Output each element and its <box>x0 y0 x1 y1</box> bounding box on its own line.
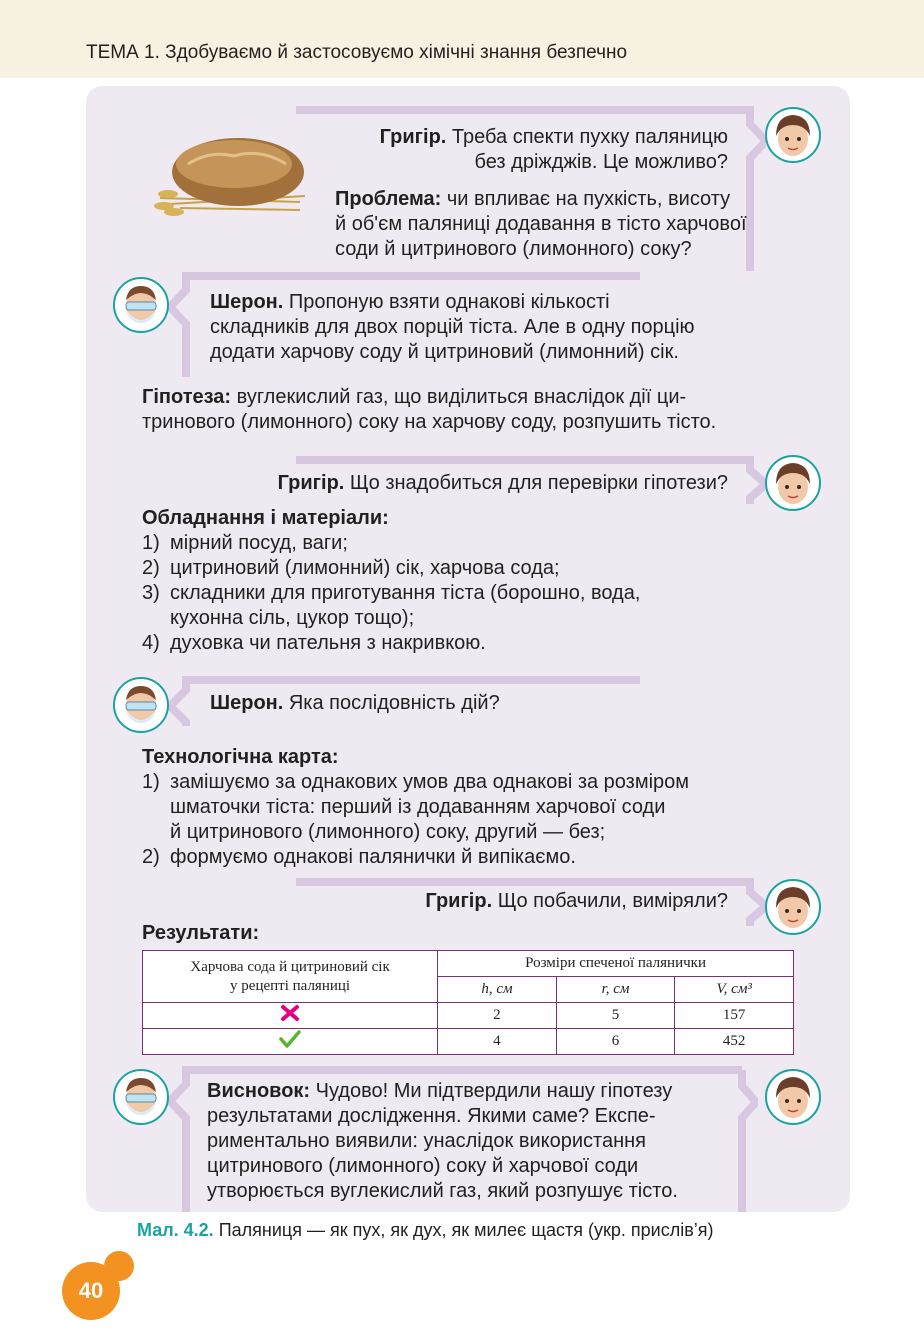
speaker-name: Григір. <box>379 126 447 148</box>
speaker-name: Шерон. <box>210 692 284 714</box>
list-number: 2) <box>142 557 160 579</box>
list-number: 4) <box>142 632 160 654</box>
hypothesis-line: тринового (лимонного) соку на харчову соду, розпушить тісто. <box>142 411 717 433</box>
speech-line: Яка послідовність дій? <box>288 692 500 714</box>
list-item-line: складники для приготування тіста (борошно, вода, <box>170 582 641 604</box>
speech-line: без дріжджів. Це можливо? <box>474 151 728 173</box>
table-header-row <box>143 951 794 977</box>
grygir-avatar <box>764 106 822 164</box>
list-item <box>142 845 689 870</box>
speech-line: Що побачили, виміряли? <box>497 890 728 912</box>
table-header-sizes: Розміри спеченої палянички <box>438 951 794 977</box>
sharon-avatar <box>112 276 170 334</box>
speech-line: складників для двох порцій тіста. Але в одну порцію <box>210 316 695 338</box>
caption-label: Мал. 4.2. <box>137 1220 214 1240</box>
sharon-avatar <box>112 676 170 734</box>
list-number: 1) <box>142 771 160 793</box>
results-table <box>142 950 794 1055</box>
list-item-line: формуємо однакові палянички й випікаємо. <box>170 846 576 868</box>
caption-text: Паляниця — як пух, як дух, як милеє щастя (укр. прислів’я) <box>218 1220 714 1240</box>
mark-cell <box>143 1003 438 1029</box>
page-number: 40 <box>62 1262 120 1320</box>
grygir-speech-1 <box>330 125 728 175</box>
problem-line: чи впливає на пухкість, висоту <box>446 188 731 210</box>
table-header-r: r, см <box>556 977 675 1003</box>
page-header <box>0 0 924 78</box>
conclusion-line: результатами дослідження. Якими саме? Експе- <box>207 1105 656 1127</box>
table-header-recipe <box>143 951 438 1003</box>
list-number: 2) <box>142 846 160 868</box>
header-line: у рецепті паляниці <box>230 977 351 994</box>
list-item-line: духовка чи пательня з накривкою. <box>170 632 486 654</box>
speech-line: Пропоную взяти однакові кількості <box>288 291 610 313</box>
speech-line: Треба спекти пухку паляницю <box>451 126 728 148</box>
list-number: 3) <box>142 582 160 604</box>
value-v: 452 <box>675 1029 794 1055</box>
results-title: Результати: <box>142 922 260 944</box>
sharon-avatar <box>112 1068 170 1126</box>
list-item <box>142 631 640 656</box>
conclusion-label: Висновок: <box>207 1080 311 1102</box>
list-item <box>142 581 640 631</box>
conclusion <box>207 1079 678 1204</box>
equipment-list <box>142 531 640 656</box>
list-item <box>142 531 640 556</box>
list-item-line: шматочки тіста: перший із додаванням харчової соди <box>170 796 666 818</box>
grygir-avatar <box>764 1068 822 1126</box>
list-item <box>142 770 689 845</box>
speech-line: додати харчову соду й цитриновий (лимонний) сік. <box>210 341 679 363</box>
list-number: 1) <box>142 532 160 554</box>
hypothesis-label: Гіпотеза: <box>142 386 232 408</box>
mark-cell <box>143 1029 438 1055</box>
value-h: 4 <box>438 1029 557 1055</box>
table-row <box>143 1029 794 1055</box>
value-h: 2 <box>438 1003 557 1029</box>
problem-label: Проблема: <box>335 188 442 210</box>
speaker-name: Григір. <box>277 472 345 494</box>
equipment-title: Обладнання і матеріали: <box>142 507 389 529</box>
speaker-name: Шерон. <box>210 291 284 313</box>
sharon-speech-1 <box>210 290 695 365</box>
table-row <box>143 1003 794 1029</box>
figure-caption <box>137 1220 714 1241</box>
list-item-line: й цитринового (лимонного) соку, другий — без; <box>170 821 606 843</box>
bread-illustration <box>150 120 310 220</box>
list-item-line: замішуємо за однакових умов два однакові за розміром <box>170 771 690 793</box>
value-r: 5 <box>556 1003 675 1029</box>
list-item <box>142 556 640 581</box>
conclusion-line: риментально виявили: унаслідок використання <box>207 1130 647 1152</box>
grygir-avatar <box>764 878 822 936</box>
value-v: 157 <box>675 1003 794 1029</box>
grygir-speech-2 <box>200 471 728 496</box>
sharon-speech-2 <box>210 691 500 716</box>
check-icon <box>278 1029 302 1054</box>
table-header-v: V, см³ <box>675 977 794 1003</box>
conclusion-line: утворюється вуглекислий газ, який розпушує тісто. <box>207 1180 678 1202</box>
speech-line: Що знадобиться для перевірки гіпотези? <box>349 472 728 494</box>
grygir-speech-3 <box>300 889 728 914</box>
problem-statement <box>335 187 747 262</box>
techmap-list <box>142 770 689 870</box>
list-item-line: мірний посуд, ваги; <box>170 532 348 554</box>
list-item-line: кухонна сіль, цукор тощо); <box>170 607 415 629</box>
conclusion-line: цитринового (лимонного) соку й харчової соди <box>207 1155 639 1177</box>
problem-line: й об'єм паляниці додавання в тісто харчової <box>335 213 747 235</box>
techmap-title: Технологічна карта: <box>142 746 339 768</box>
chapter-title: ТЕМА 1. Здобуваємо й застосовуємо хімічні знання безпечно <box>86 42 628 63</box>
table-header-h: h, см <box>438 977 557 1003</box>
problem-line: соди й цитринового (лимонного) соку? <box>335 238 692 260</box>
list-item-line: цитриновий (лимонний) сік, харчова сода; <box>170 557 560 579</box>
hypothesis-line: вуглекислий газ, що виділиться внаслідок дії ци- <box>236 386 687 408</box>
speaker-name: Григір. <box>425 890 493 912</box>
hypothesis <box>142 385 716 435</box>
conclusion-line: Чудово! Ми підтвердили нашу гіпотезу <box>315 1080 673 1102</box>
header-line: Харчова сода й цитриновий сік <box>190 958 390 975</box>
grygir-avatar <box>764 454 822 512</box>
value-r: 6 <box>556 1029 675 1055</box>
cross-icon <box>280 1004 300 1027</box>
